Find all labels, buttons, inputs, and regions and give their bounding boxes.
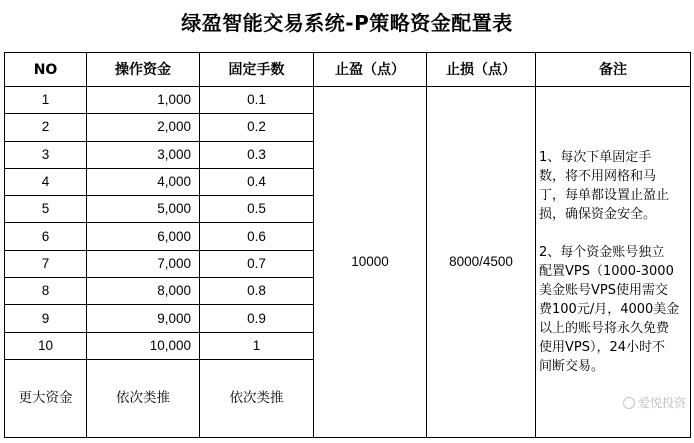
header-take-profit: 止盈（点） bbox=[314, 53, 427, 87]
cell-capital: 3,000 bbox=[87, 141, 200, 168]
cell-no: 1 bbox=[5, 87, 87, 114]
cell-no-more: 更大资金 bbox=[5, 359, 87, 437]
cell-no: 8 bbox=[5, 278, 87, 305]
cell-capital: 5,000 bbox=[87, 196, 200, 223]
capital-allocation-table bbox=[4, 52, 691, 438]
cell-capital: 9,000 bbox=[87, 305, 200, 332]
watermark-text: 爱悦投资 bbox=[637, 396, 686, 410]
cell-capital: 1,000 bbox=[87, 87, 200, 114]
cell-lots: 0.4 bbox=[200, 168, 314, 195]
header-no: NO bbox=[5, 53, 87, 87]
cell-capital: 10,000 bbox=[87, 332, 200, 359]
table-row bbox=[5, 87, 691, 114]
cell-no: 5 bbox=[5, 196, 87, 223]
cell-capital: 8,000 bbox=[87, 278, 200, 305]
cell-capital: 6,000 bbox=[87, 223, 200, 250]
page-title: 绿盈智能交易系统-P策略资金配置表 bbox=[181, 11, 513, 35]
notes-cell bbox=[536, 87, 691, 438]
cell-lots: 0.1 bbox=[200, 87, 314, 114]
cell-no: 3 bbox=[5, 141, 87, 168]
stop-loss-value: 8000/4500 bbox=[427, 87, 536, 438]
cell-lots: 0.2 bbox=[200, 114, 314, 141]
header-stop-loss: 止损（点） bbox=[427, 53, 536, 87]
cell-lots-more: 依次类推 bbox=[200, 359, 314, 437]
watermark bbox=[623, 394, 686, 411]
cell-capital-more: 依次类推 bbox=[87, 359, 200, 437]
cell-lots: 0.5 bbox=[200, 196, 314, 223]
cell-lots: 0.6 bbox=[200, 223, 314, 250]
header-row bbox=[5, 53, 691, 87]
header-capital: 操作资金 bbox=[87, 53, 200, 87]
cell-capital: 4,000 bbox=[87, 168, 200, 195]
cell-capital: 2,000 bbox=[87, 114, 200, 141]
header-lots: 固定手数 bbox=[200, 53, 314, 87]
cell-lots: 0.8 bbox=[200, 278, 314, 305]
watermark-logo-icon bbox=[623, 397, 635, 409]
cell-no: 6 bbox=[5, 223, 87, 250]
cell-capital: 7,000 bbox=[87, 250, 200, 277]
header-notes: 备注 bbox=[536, 53, 691, 87]
cell-no: 2 bbox=[5, 114, 87, 141]
cell-lots: 0.3 bbox=[200, 141, 314, 168]
cell-lots: 0.9 bbox=[200, 305, 314, 332]
cell-no: 4 bbox=[5, 168, 87, 195]
cell-no: 10 bbox=[5, 332, 87, 359]
cell-no: 7 bbox=[5, 250, 87, 277]
note-2: 2、每个资金账号独立 配置VPS（1000-3000 美金账号VPS使用需交 费100元/月，4000美金 以上的账号将永久免费 使用VPS），24小时不 间断交易。 bbox=[539, 245, 680, 374]
cell-lots: 1 bbox=[200, 332, 314, 359]
take-profit-value: 10000 bbox=[314, 87, 427, 438]
cell-lots: 0.7 bbox=[200, 250, 314, 277]
cell-no: 9 bbox=[5, 305, 87, 332]
note-1: 1、每次下单固定手 数，将不用网格和马 丁，每单都设置止盈止 损，确保资金安全。 bbox=[539, 150, 670, 222]
